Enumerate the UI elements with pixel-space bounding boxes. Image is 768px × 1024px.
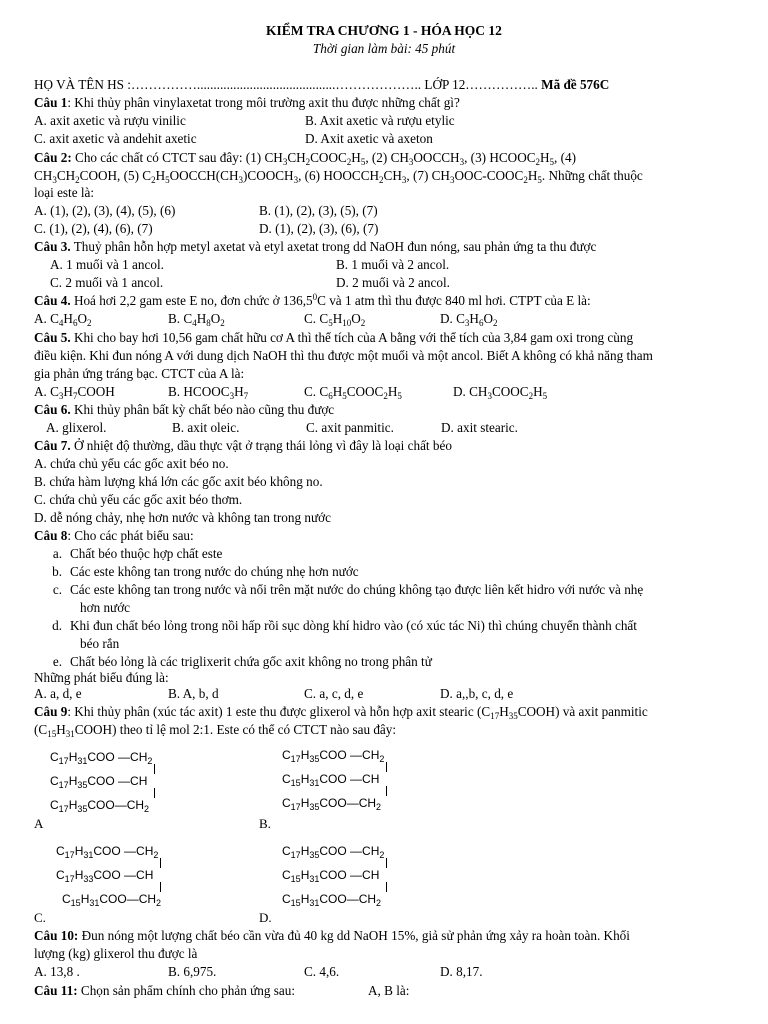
q9-label: Câu 9 [34, 704, 68, 719]
question-9: Câu 9: Khi thủy phân (xúc tác axit) 1 este thu được glixerol và hỗn hợp axit stearic $(C_{17}H_{35}COOH)$ và axit panmitic [34, 704, 648, 721]
q9-text-b: COOH) và axit panmitic [517, 704, 648, 719]
question-7 [34, 438, 452, 454]
exam-title: KIỂM TRA CHƯƠNG 1 - HÓA HỌC 12 [266, 23, 502, 38]
q3-label: Câu 3. [34, 239, 71, 254]
q6-text: Khi thủy phân bất kỳ chất béo nào cũng thu được [70, 402, 335, 417]
q8-statement-a [34, 546, 222, 562]
q2-option-c: C. (1), (2), (4), (6), (7) [34, 221, 153, 236]
struct-c-bond-1 [160, 858, 161, 868]
q8-text-e: Chất béo lỏng là các triglixerit chứa gốc axit không no trong phân tử [70, 654, 432, 669]
q8-text-b: Các este không tan trong nước do chúng nhẹ hơn nước [70, 564, 359, 579]
q2-line-2: $CH_3CH_2COOH$, (5) $C_2H_5OOCCH(CH_3)COOCH_3$, (6) $HOOCCH_2CH_3$, (7) $CH_3OOC-COOC_2H_5$. Những chất thuộc [34, 168, 643, 185]
q3-option-c: C. 2 muối và 1 ancol. [50, 275, 164, 290]
q8-option-b: B. A, b, d [168, 686, 219, 701]
q8-text-a: Chất béo thuộc hợp chất este [70, 546, 223, 561]
question-4: Câu 4. Hoá hơi 2,2 gam este E no, đơn chức ở 136,5$^0$C và 1 atm thì thu được 840 ml hơi. CTPT của E là: [34, 292, 591, 308]
q4-option-a: A. $C_4H_6O_2$ [34, 311, 92, 328]
q8-statement-d [34, 618, 637, 634]
question-10 [34, 928, 630, 944]
question-11 [34, 983, 295, 999]
q9-text-c: COOH) theo tỉ lệ mol 2:1. Este có thể có CTCT nào sau đây: [74, 722, 397, 737]
q8-marker-d: d. [52, 618, 62, 633]
q7-label: Câu 7. [34, 438, 71, 453]
q9-structure-a [50, 746, 190, 816]
struct-b-bond-1 [386, 762, 387, 772]
struct-c-row-3: $C_{15}H_{31}COO—CH_2$ [62, 892, 162, 908]
q9-label-b: B. [259, 816, 271, 831]
q5-option-a: A. $C_3H_7COOH$ [34, 384, 115, 401]
struct-d-row-1: $C_{17}H_{35}COO$ $—CH_2$ [282, 844, 385, 860]
q6-option-a: A. glixerol. [46, 420, 107, 435]
q5-option-c: C. $C_6H_5COOC_2H_5$ [304, 384, 402, 401]
q8-marker-b: b. [52, 564, 62, 579]
q8-statement-c-cont: hơn nước [80, 600, 131, 615]
q8-conclusion: Những phát biểu đúng là: [34, 670, 169, 685]
q6-option-d: D. axit stearic. [441, 420, 518, 435]
q4-option-b: B. $C_4H_8O_2$ [168, 311, 225, 328]
q1-option-d: D. Axit axetic và axeton [305, 131, 433, 146]
q1-label: Câu 1 [34, 95, 68, 110]
q9-label-c: C. [34, 910, 46, 925]
question-2: Câu 2: Cho các chất có CTCT sau đây: (1) $CH_3CH_2COOC_2H_5$, (2) $CH_3OOCCH_3$, (3) $HCOOC_2H_5$, (4) [34, 150, 577, 167]
struct-d-row-3: $C_{15}H_{31}COO—CH_2$ [282, 892, 382, 908]
struct-a-bond-2 [154, 788, 155, 798]
q1-option-c: C. axit axetic và andehit axetic [34, 131, 197, 146]
q3-option-b: B. 1 muối và 2 ancol. [336, 257, 450, 272]
q10-option-b: B. 6,975. [168, 964, 217, 979]
q2-option-a: A. (1), (2), (3), (4), (5), (6) [34, 203, 176, 218]
q2-line2-end: . Những chất thuộc [541, 168, 643, 183]
q8-marker-e: e. [52, 654, 62, 669]
q7-option-d: D. dễ nóng chảy, nhẹ hơn nước và không tan trong nước [34, 510, 331, 525]
q3-option-a: A. 1 muối và 1 ancol. [50, 257, 164, 272]
q8-statement-e [34, 654, 432, 670]
q9-line-2: $(C_{15}H_{31}COOH)$ theo tỉ lệ mol 2:1. Este có thể có CTCT nào sau đây: [34, 722, 397, 739]
q7-option-a: A. chứa chủ yếu các gốc axit béo no. [34, 456, 229, 471]
q5-text-1: Khi cho bay hơi 10,56 gam chất hữu cơ A thì thể tích của A bằng với thể tích của 3,84 gam oxi trong cùng [70, 330, 634, 345]
struct-b-bond-2 [386, 786, 387, 796]
q3-option-d: D. 2 muối và 2 ancol. [336, 275, 450, 290]
struct-a-bond-1 [154, 764, 155, 774]
q10-line-2: lượng (kg) glixerol thu được là [34, 946, 198, 961]
q5-line-2: điều kiện. Khi đun nóng A với dung dịch NaOH thì thu được một muối và một ancol. Biết A không có khả năng tham [34, 348, 653, 363]
q11-text: Chọn sản phẩm chính cho phản ứng sau: [77, 983, 295, 998]
q4-label: Câu 4. [34, 293, 71, 308]
q8-option-a: A. a, d, e [34, 686, 82, 701]
q10-label: Câu 10: [34, 928, 79, 943]
q3-text: Thuỷ phân hỗn hợp metyl axetat và etyl axetat trong dd NaOH đun nóng, sau phản ứng ta thu được [70, 239, 597, 254]
q7-option-b: B. chứa hàm lượng khá lớn các gốc axit béo không no. [34, 474, 323, 489]
question-8 [34, 528, 194, 544]
q8-marker-c: c. [52, 582, 62, 597]
struct-d-bond-2 [386, 882, 387, 892]
question-3 [34, 239, 596, 255]
struct-b-row-2: $C_{15}H_{31}COO$ —CH [282, 772, 380, 788]
q5-option-d: D. $CH_3COOC_2H_5$ [453, 384, 548, 401]
q1-text: : Khi thủy phân vinylaxetat trong môi trường axit thu được những chất gì? [67, 95, 460, 110]
q8-statement-d-cont: béo rắn [80, 636, 120, 651]
q1-option-a: A. axit axetic và rượu vinilic [34, 113, 186, 128]
q10-text-1: Đun nóng một lượng chất béo cần vừa đủ 40 kg dd NaOH 15%, giả sử phản ứng xảy ra hoàn toàn. Khối [78, 928, 630, 943]
q8-text-d: Khi đun chất béo lỏng trong nồi hấp rồi sục dòng khí hidro vào (có xúc tác Ni) thì chúng chuyển thành chất [70, 618, 637, 633]
struct-c-row-2: $C_{17}H_{33}COO$ —CH [56, 868, 154, 884]
name-line-text: HỌ VÀ TÊN HS :……………..........................................……………….. LỚP 12…………….. [34, 77, 538, 92]
exam-code: Mã đề 576C [541, 77, 610, 92]
q2-line-3: loại este là: [34, 185, 95, 200]
q4-text-b: C và 1 atm thì thu được 840 ml hơi. CTPT của E là: [317, 293, 591, 308]
q7-text: Ở nhiệt độ thường, dầu thực vật ở trạng thái lỏng vì đây là loại chất béo [70, 438, 452, 453]
q8-statement-c [34, 582, 643, 598]
struct-c-row-1: $C_{17}H_{31}COO$ $—CH_2$ [56, 844, 159, 860]
q10-option-d: D. 8,17. [440, 964, 483, 979]
q8-label: Câu 8 [34, 528, 68, 543]
q6-option-b: B. axit oleic. [172, 420, 240, 435]
q6-label: Câu 6. [34, 402, 71, 417]
exam-duration: Thời gian làm bài: 45 phút [312, 41, 456, 56]
q8-text: : Cho các phát biểu sau: [67, 528, 194, 543]
q11-tail: A, B là: [368, 983, 410, 998]
q4-text-a: Hoá hơi 2,2 gam este E no, đơn chức ở 136,5 [70, 293, 313, 308]
q8-option-d: D. a,,b, c, d, e [440, 686, 514, 701]
q1-option-b: B. Axit axetic và rượu etylic [305, 113, 455, 128]
struct-a-row-2: $C_{17}H_{35}COO$ —CH [50, 774, 148, 790]
q4-option-c: C. $C_5H_{10}O_2$ [304, 311, 366, 328]
q8-text-c: Các este không tan trong nước và nổi trên mặt nước do chúng không tạo được liên kết hidro với nước và nhẹ [70, 582, 644, 597]
q9-label-a: A [34, 816, 44, 831]
q9-label-d: D. [259, 910, 272, 925]
q5-option-b: B. $HCOOC_3H_7$ [168, 384, 249, 401]
q8-marker-a: a. [52, 546, 62, 561]
struct-a-row-1: $C_{17}H_{31}COO$ $—CH_2$ [50, 750, 153, 766]
q9-structure-c [56, 840, 196, 910]
question-6 [34, 402, 334, 418]
q2-option-b: B. (1), (2), (3), (5), (7) [259, 203, 378, 218]
q6-option-c: C. axit panmitic. [306, 420, 394, 435]
struct-d-row-2: $C_{15}H_{31}COO$ —CH [282, 868, 380, 884]
q5-label: Câu 5. [34, 330, 71, 345]
q10-option-c: C. 4,6. [304, 964, 340, 979]
q8-option-c: C. a, c, d, e [304, 686, 364, 701]
question-1 [34, 95, 460, 111]
struct-a-row-3: $C_{17}H_{35}COO—CH_2$ [50, 798, 150, 814]
question-5 [34, 330, 633, 346]
q8-statement-b [34, 564, 359, 580]
q9-text-a: : Khi thủy phân (xúc tác axit) 1 este thu được glixerol và hỗn hợp axit stearic (C [67, 704, 491, 719]
q11-label: Câu 11: [34, 983, 78, 998]
q9-structure-d [282, 840, 422, 910]
q4-option-d: D. $C_3H_6O_2$ [440, 311, 498, 328]
q5-line-3: gia phản ứng tráng bạc. CTCT của A là: [34, 366, 245, 381]
struct-d-bond-1 [386, 858, 387, 868]
student-name-line [34, 77, 609, 93]
q10-option-a: A. 13,8 . [34, 964, 80, 979]
q7-option-c: C. chứa chủ yếu các gốc axit béo thơm. [34, 492, 243, 507]
struct-b-row-3: $C_{17}H_{35}COO—CH_2$ [282, 796, 382, 812]
struct-c-bond-2 [160, 882, 161, 892]
struct-b-row-1: $C_{17}H_{35}COO$ $—CH_2$ [282, 748, 385, 764]
q2-option-d: D. (1), (2), (3), (6), (7) [259, 221, 379, 236]
q2-label: Câu 2: [34, 150, 72, 165]
q9-structure-b [282, 744, 422, 814]
